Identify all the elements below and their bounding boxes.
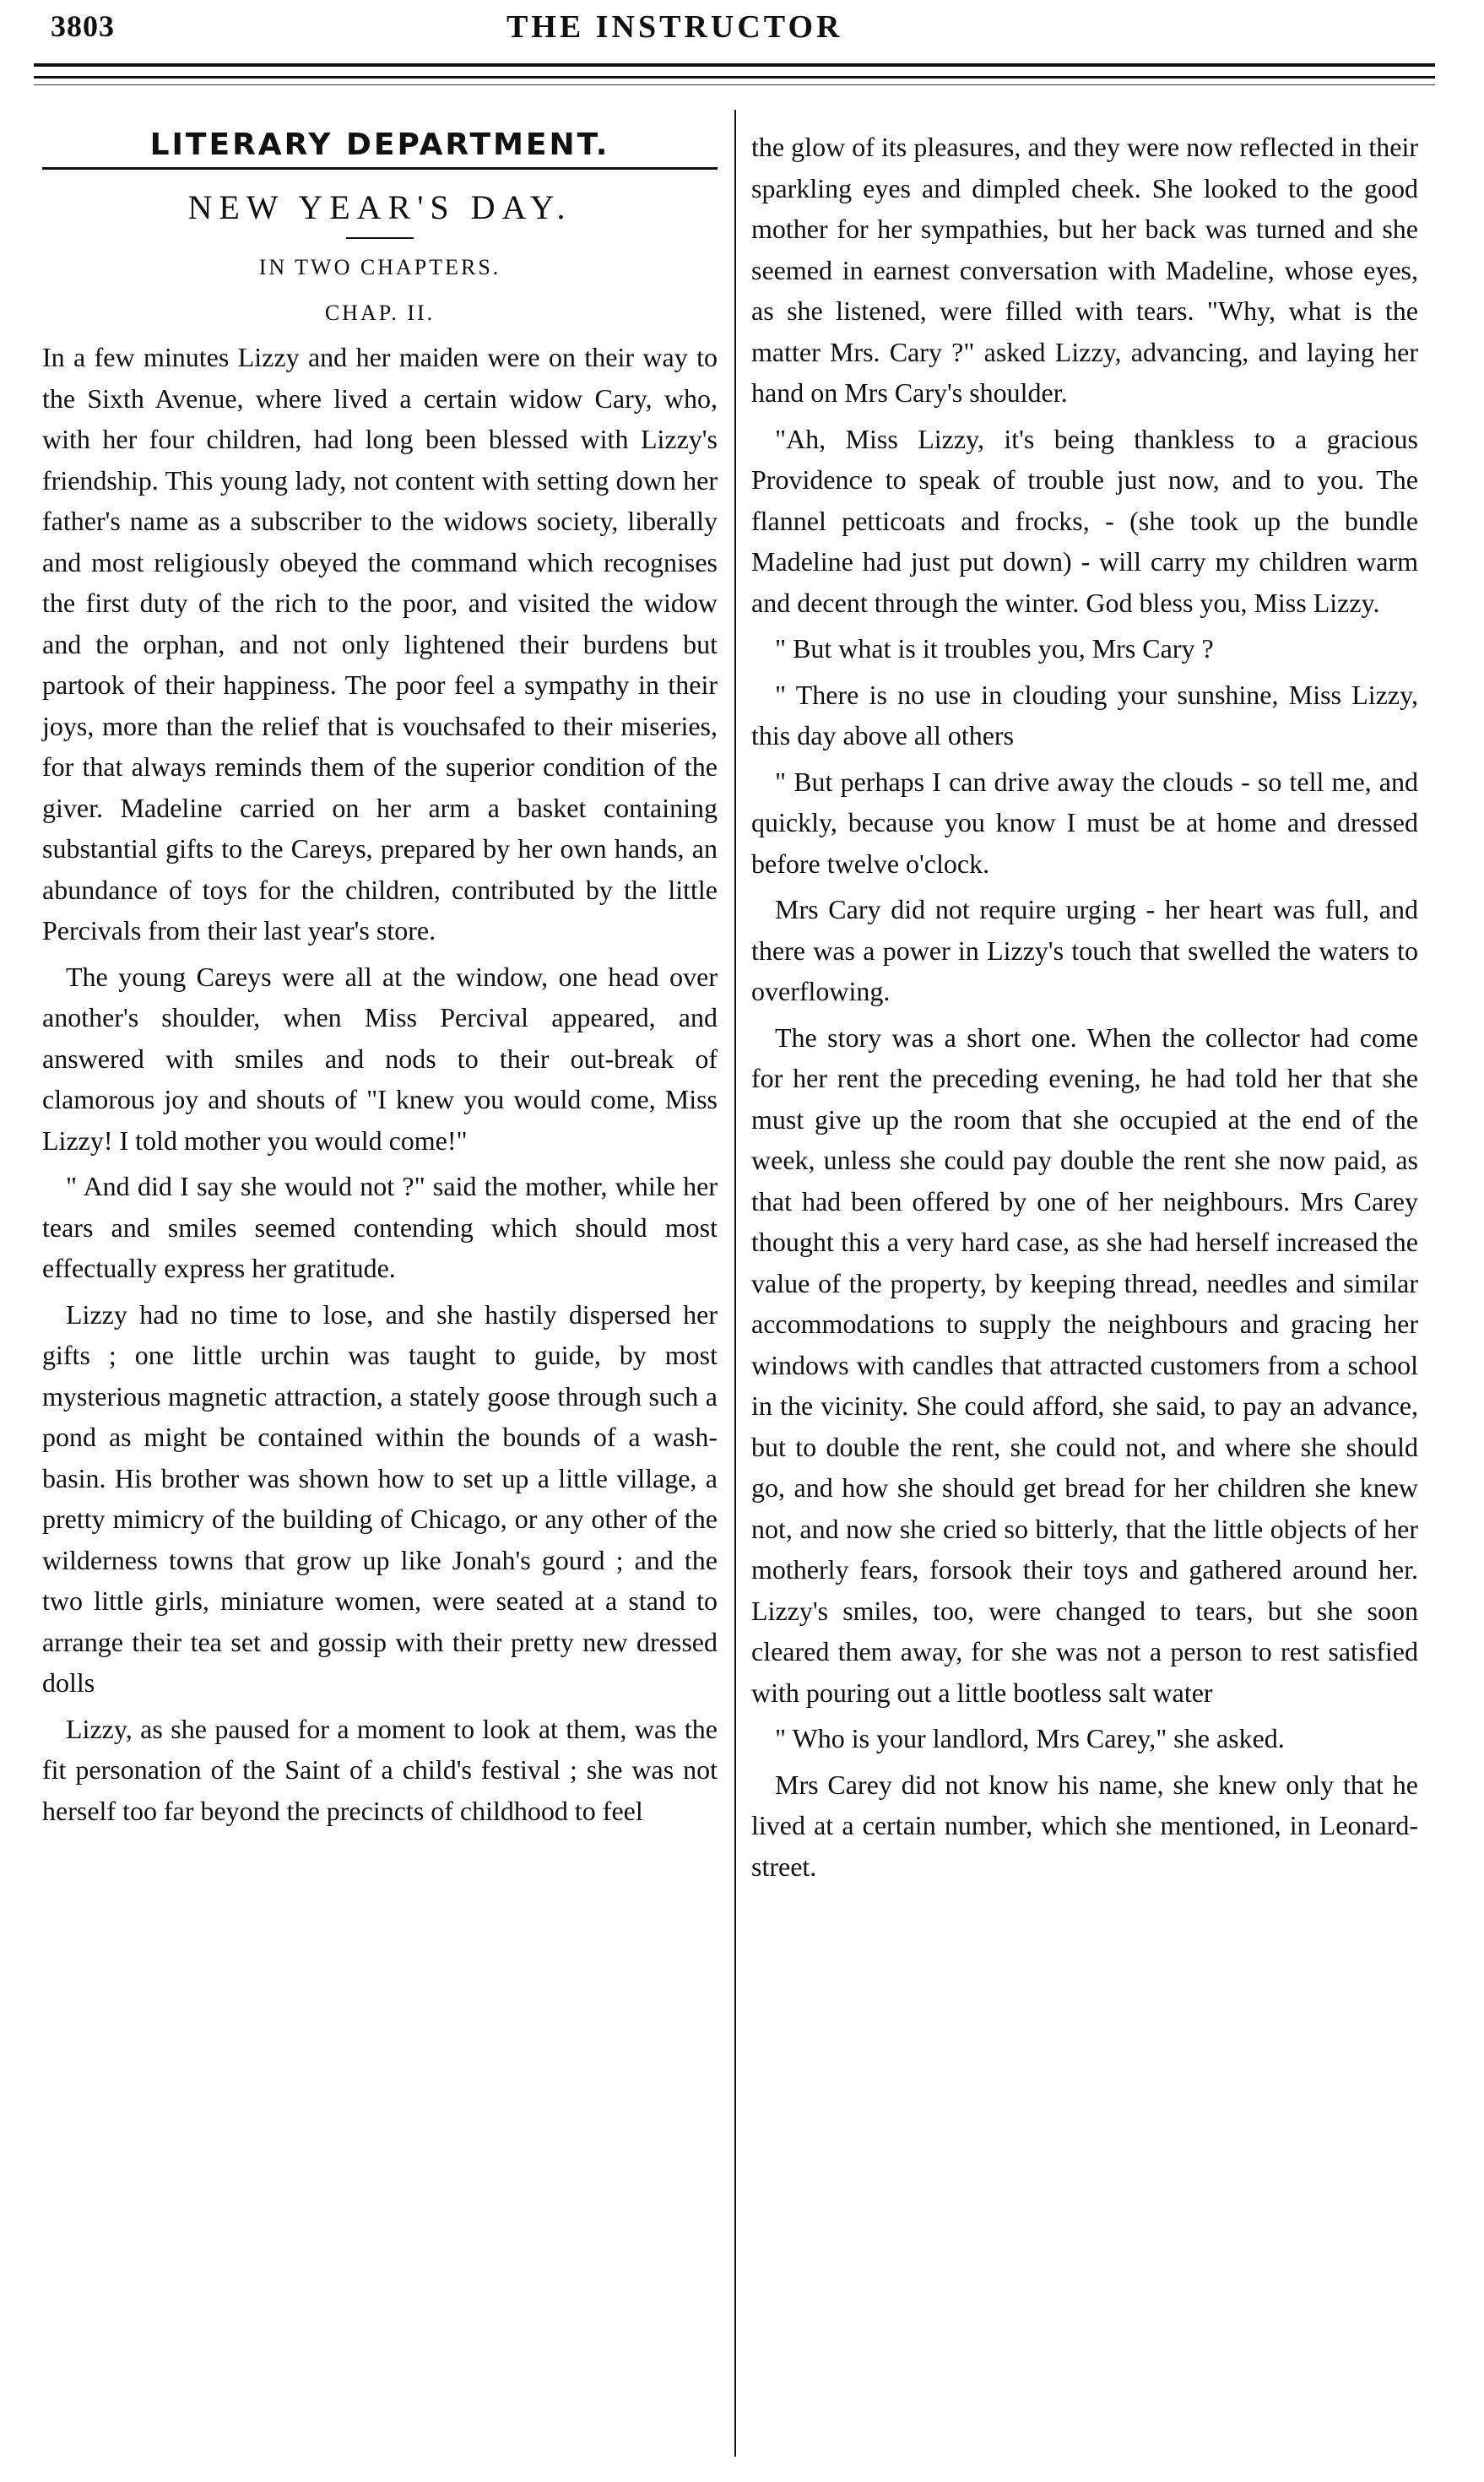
left-column (42, 127, 718, 1836)
paragraph: Lizzy had no time to lose, and she hastily dispersed her gifts ; one little urchin was taught to guide, by most mysterious magnetic attraction, a stately goose through such a pond as might be contained within the bounds of a wash-basin. His brother was shown how to set up a little village, a pretty mimicry of the building of Chicago, or any other of the wilderness towns that grow up like Jonah's gourd ; and the two little girls, miniature women, were seated at a stand to arrange their tea set and gossip with their pretty new dressed dolls (42, 1298, 718, 1698)
department-heading: LITERARY DEPARTMENT. (149, 127, 610, 162)
running-title: THE INSTRUCTOR (506, 9, 843, 45)
chapter-heading: CHAP. II. (324, 301, 436, 325)
story-title: NEW YEAR'S DAY. (187, 188, 572, 226)
page-header (34, 0, 1452, 51)
page-number: 3803 (51, 9, 115, 43)
paragraph: " There is no use in clouding your sunshine, Miss Lizzy, this day above all others (751, 679, 1418, 751)
paragraph: the glow of its pleasures, and they were now reflected in their sparkling eyes and dimpled cheek. She looked to the good mother for her sympathies, but her back was turned and she seemed in earnest conversation with Madeline, whose eyes, as she listened, were filled with tears. "Why, what is the matter Mrs. Cary ?" asked Lizzy, advancing, and laying her hand on Mrs Cary's shoulder. (751, 132, 1418, 408)
paragraph: "Ah, Miss Lizzy, it's being thankless to a gracious Providence to speak of trouble just now, and to you. The flannel petticoats and frocks, - (she took up the bundle Madeline had just put down) - will carry my children warm and decent through the winter. God bless you, Miss Lizzy. (751, 423, 1418, 618)
header-rule-thick (34, 63, 1435, 67)
column-divider (734, 110, 736, 2457)
paragraph: Mrs Cary did not require urging - her heart was full, and there was a power in Lizzy's touch that swelled the waters to overflowing. (751, 894, 1418, 1006)
title-rule (346, 237, 414, 239)
right-column (751, 127, 1418, 1892)
paragraph: " But perhaps I can drive away the clouds - so tell me, and quickly, because you know I must be at home and dressed before twelve o'clock. (751, 766, 1418, 879)
department-rule (42, 167, 718, 170)
paragraph: " Who is your landlord, Mrs Carey," she asked. (775, 1723, 1285, 1753)
header-rule-hairline (34, 84, 1435, 85)
story-subtitle: IN TWO CHAPTERS. (258, 255, 501, 279)
paragraph: The young Careys were all at the window, one head over another's shoulder, when Miss Percival appeared, and answered with smiles and nods to their out-break of clamorous joy and shouts of "I knew you would come, Miss Lizzy! I told mother you would come!" (42, 961, 718, 1156)
paragraph: " But what is it troubles you, Mrs Cary ? (775, 633, 1214, 664)
paragraph: Mrs Carey did not know his name, she knew only that he lived at a certain number, which she mentioned, in Leonard-street. (751, 1769, 1418, 1882)
paragraph: " And did I say she would not ?" said the mother, while her tears and smiles seemed contending which should most effectually express her gratitude. (42, 1171, 718, 1283)
header-rule-thin (34, 76, 1435, 79)
paragraph: The story was a short one. When the collector had come for her rent the preceding evening, he had told her that she must give up the room that she occupied at the end of the week, unless she could pay double the rent she now paid, as that had been offered by one of her neighbours. Mrs Carey thought this a very hard case, as she had herself increased the value of the property, by keeping thread, needles and similar accommodations to supply the neighbours and gracing her windows with candles that attracted customers from a school in the vicinity. She could afford, she said, to pay an advance, but to double the rent, she could not, and where she should go, and how she should get bread for her children she knew not, and now she cried so bitterly, that the little objects of her motherly fears, forsook their toys and gathered around her. Lizzy's smiles, too, were changed to tears, but she soon cleared them away, for she was not a person to rest satisfied with pouring out a little bootless salt water (751, 1022, 1418, 1708)
paragraph: In a few minutes Lizzy and her maiden were on their way to the Sixth Avenue, where lived a certain widow Cary, who, with her four children, had long been blessed with Lizzy's friendship. This young lady, not content with setting down her father's name as a subscriber to the widows society, liberally and most religiously obeyed the command which recognises the first duty of the rich to the poor, and visited the widow and the orphan, and not only lightened their burdens but partook of their happiness. The poor feel a sympathy in their joys, more than the relief that is vouchsafed to their miseries, for that always reminds them of the superior condition of the giver. Madeline carried on her arm a basket containing substantial gifts to the Careys, prepared by her own hands, an abundance of toys for the children, contributed by the little Percivals from their last year's store. (42, 342, 718, 946)
paragraph: Lizzy, as she paused for a moment to look at them, was the fit personation of the Saint of a child's festival ; she was not herself too far beyond the precincts of childhood to feel (42, 1713, 718, 1826)
